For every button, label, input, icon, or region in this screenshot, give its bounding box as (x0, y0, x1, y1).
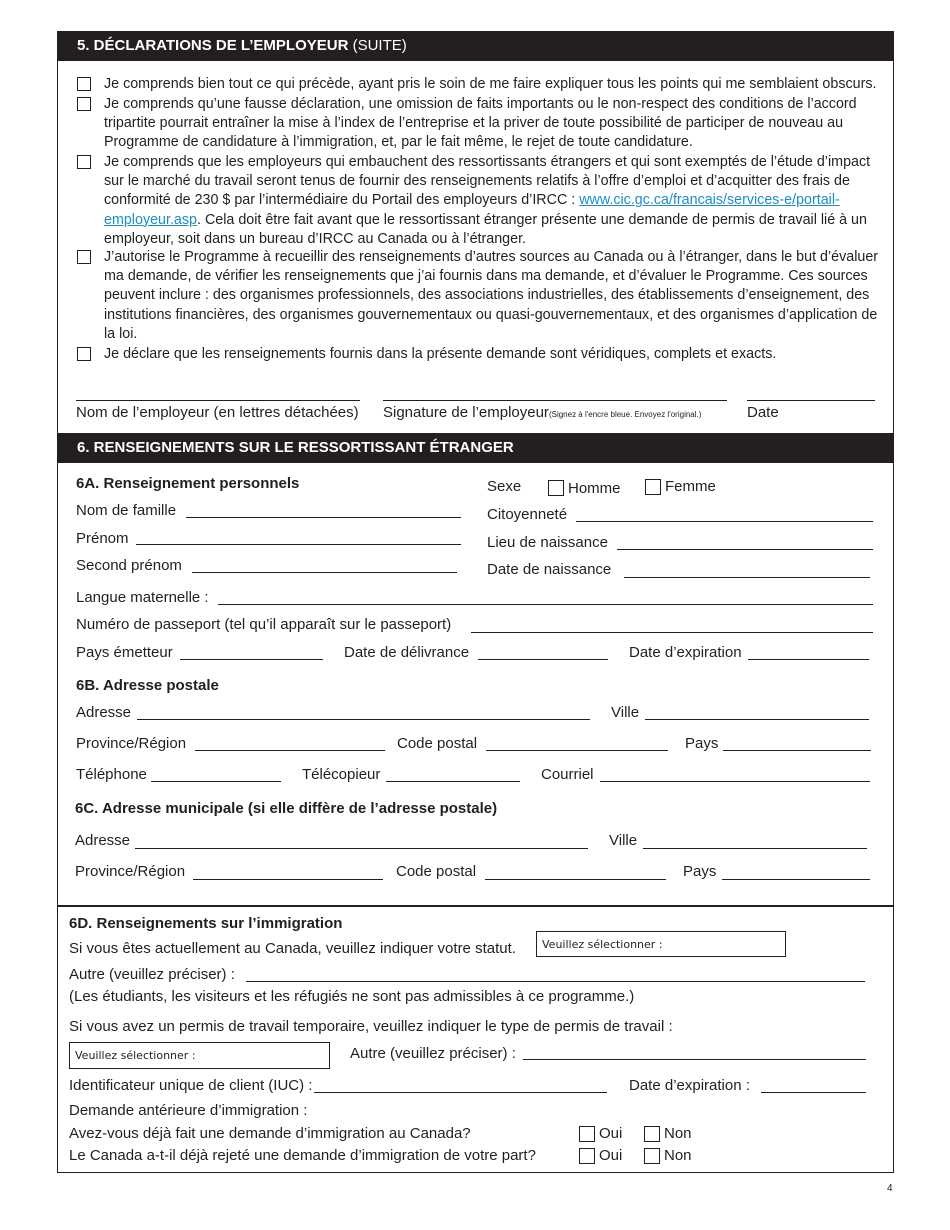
section6-title: 6. RENSEIGNEMENTS SUR LE RESSORTISSANT ÉTRANGER (77, 439, 514, 456)
telephone-field[interactable] (151, 781, 281, 782)
telecopieur-field[interactable] (386, 781, 520, 782)
admissibility-note: (Les étudiants, les visiteurs et les réfugiés ne sont pas admissibles à ce programme.) (69, 988, 635, 1005)
homme-checkbox[interactable] (548, 480, 564, 496)
declaration-text-3-part-1: Je comprends que les employeurs qui embauchent des ressortissants étrangers et qui sont exemptés de l’étude d’impact sur le marché du travail seront tenus de fournir des renseignements relatifs à l’offre d’emploi et d’acquitter des frais de conformité de 230 $ par l’intermédiaire du Portail des employeurs d’IRCC : (104, 154, 871, 209)
province-postale-label: Province/Région (76, 735, 187, 752)
declaration-checkbox-2[interactable] (77, 97, 91, 111)
sexe-label: Sexe (487, 478, 522, 495)
second-prenom-label: Second prénom (76, 557, 182, 574)
date-naissance-label: Date de naissance (487, 561, 612, 578)
section5-title-suffix: (SUITE) (348, 37, 407, 54)
nom-famille-field[interactable] (186, 517, 461, 518)
section6-header (57, 433, 894, 463)
telephone-label: Téléphone (76, 766, 147, 783)
autre-statut-field[interactable] (246, 981, 865, 982)
question-1-non-label: Non (664, 1125, 692, 1142)
section6a-heading: 6A. Renseignement personnels (76, 475, 300, 492)
code-postal-postale-label: Code postal (397, 735, 478, 752)
page-number: 4 (887, 1183, 893, 1194)
employer-portal-link[interactable]: www.cic.gc.ca/francais/services-e/portail-employeur.asp (104, 192, 840, 228)
second-prenom-field[interactable] (192, 572, 457, 573)
question-2-non-label: Non (664, 1147, 692, 1164)
pays-municipale-label: Pays (683, 863, 717, 880)
date-expiration-label: Date d’expiration (629, 644, 742, 661)
ville-postale-field[interactable] (645, 719, 869, 720)
autre-statut-label: Autre (veuillez préciser) : (69, 966, 235, 983)
province-postale-field[interactable] (195, 750, 385, 751)
langue-maternelle-label: Langue maternelle : (76, 589, 209, 606)
employer-signature-label (383, 404, 701, 421)
homme-label: Homme (568, 480, 621, 497)
question-2-non-checkbox[interactable] (644, 1148, 660, 1164)
date-delivrance-field[interactable] (478, 659, 608, 660)
courriel-field[interactable] (600, 781, 870, 782)
question-2-oui-label: Oui (599, 1147, 623, 1164)
prenom-field[interactable] (136, 544, 461, 545)
province-municipale-field[interactable] (193, 879, 383, 880)
code-postal-postale-field[interactable] (486, 750, 668, 751)
adresse-municipale-field[interactable] (135, 848, 588, 849)
section5-header (57, 31, 894, 61)
declaration-text-3-part-2: . Cela doit être fait avant que le ressortissant étranger présente une demande de permis de travail lié à un employeur, soit dans un bureau d’IRCC au Canada ou à l’étranger. (104, 211, 867, 247)
femme-checkbox[interactable] (645, 479, 661, 495)
question-1-non-checkbox[interactable] (644, 1126, 660, 1142)
prenom-label: Prénom (76, 530, 129, 547)
employer-name-line[interactable] (76, 400, 360, 401)
pays-postale-field[interactable] (723, 750, 871, 751)
statut-label: Si vous êtes actuellement au Canada, veuillez indiquer votre statut. (69, 940, 516, 957)
declaration-text-3 (104, 153, 879, 249)
ville-municipale-field[interactable] (643, 848, 867, 849)
question-2-label: Le Canada a-t-il déjà rejeté une demande d’immigration de votre part? (69, 1147, 536, 1164)
date-naissance-field[interactable] (624, 577, 870, 578)
question-1-oui-checkbox[interactable] (579, 1126, 595, 1142)
code-postal-municipale-label: Code postal (396, 863, 477, 880)
declaration-checkbox-3[interactable] (77, 155, 91, 169)
pays-emetteur-field[interactable] (180, 659, 323, 660)
iuc-date-expiration-field[interactable] (761, 1092, 866, 1093)
femme-label: Femme (665, 478, 716, 495)
passeport-field[interactable] (471, 632, 873, 633)
lieu-naissance-field[interactable] (617, 549, 873, 550)
employer-signature-text: Signature de l’employeur (383, 404, 549, 421)
adresse-postale-field[interactable] (137, 719, 590, 720)
demande-anterieure-label: Demande antérieure d’immigration : (69, 1102, 308, 1119)
declaration-checkbox-1[interactable] (77, 77, 91, 91)
question-1-oui-label: Oui (599, 1125, 623, 1142)
declaration-checkbox-5[interactable] (77, 347, 91, 361)
permis-select[interactable]: Veuillez sélectionner : (69, 1042, 330, 1069)
adresse-municipale-label: Adresse (75, 832, 131, 849)
section6c-heading: 6C. Adresse municipale (si elle diffère de l’adresse postale) (75, 800, 498, 817)
code-postal-municipale-field[interactable] (485, 879, 666, 880)
date-expiration-field[interactable] (748, 659, 869, 660)
iuc-date-expiration-label: Date d’expiration : (629, 1077, 750, 1094)
pays-municipale-field[interactable] (722, 879, 870, 880)
iuc-label: Identificateur unique de client (IUC) : (69, 1077, 313, 1094)
statut-select[interactable]: Veuillez sélectionner : (536, 931, 786, 957)
ville-municipale-label: Ville (609, 832, 638, 849)
signature-note: (Signez à l'encre bleue. Envoyez l'original.) (548, 410, 702, 419)
date-delivrance-label: Date de délivrance (344, 644, 470, 661)
section6d-heading: 6D. Renseignements sur l’immigration (69, 915, 343, 932)
nom-famille-label: Nom de famille (76, 502, 177, 519)
citoyennete-label: Citoyenneté (487, 506, 568, 523)
passeport-label: Numéro de passeport (tel qu’il apparaît sur le passeport) (76, 616, 452, 633)
pays-postale-label: Pays (685, 735, 719, 752)
section5-title: 5. DÉCLARATIONS DE L’EMPLOYEUR (77, 37, 349, 54)
employer-name-label: Nom de l’employeur (en lettres détachées) (76, 404, 359, 421)
declaration-text-4: J’autorise le Programme à recueillir des renseignements d’autres sources au Canada ou à l’étranger, dans le but d’évaluer ma demande, de vérifier les renseignements que j’ai fournis dans ma demande, et d’évaluer le Programme. Ces sources peuvent inclure : des organismes professionnels, des associations industrielles, des établissements d’enseignement, des institutions financières, des organismes gouvernementaux ou quasi-gouvernementaux, et des organismes d’application de la loi. (104, 249, 879, 342)
autre-permis-field[interactable] (523, 1059, 866, 1060)
permis-label: Si vous avez un permis de travail temporaire, veuillez indiquer le type de permis de travail : (69, 1018, 673, 1035)
question-1-label: Avez-vous déjà fait une demande d’immigration au Canada? (69, 1125, 471, 1142)
date-line[interactable] (747, 400, 875, 401)
langue-maternelle-field[interactable] (218, 604, 873, 605)
adresse-postale-label: Adresse (76, 704, 132, 721)
telecopieur-label: Télécopieur (302, 766, 381, 783)
ville-postale-label: Ville (611, 704, 640, 721)
autre-permis-label: Autre (veuillez préciser) : (350, 1045, 516, 1062)
question-2-oui-checkbox[interactable] (579, 1148, 595, 1164)
declaration-text-1: Je comprends bien tout ce qui précède, ayant pris le soin de me faire expliquer tous les points qui me semblaient obscurs. (104, 76, 877, 92)
declaration-checkbox-4[interactable] (77, 250, 91, 264)
lieu-naissance-label: Lieu de naissance (487, 534, 608, 551)
iuc-field[interactable] (314, 1092, 607, 1093)
citoyennete-field[interactable] (576, 521, 873, 522)
courriel-label: Courriel (541, 766, 594, 783)
section6b-heading: 6B. Adresse postale (76, 677, 219, 694)
section6-frame (57, 433, 894, 907)
employer-signature-line[interactable] (383, 400, 727, 401)
date-label: Date (747, 404, 779, 421)
declaration-text-2: Je comprends qu’une fausse déclaration, une omission de faits importants ou le non-respect des conditions de l’accord tripartite pourrait entraîner la mise à l’index de l’entreprise et la priver de toute possibilité de participer de nouveau au Programme de candidature à l’immigration, et, par le fait même, le rejet de toute candidature. (104, 96, 857, 151)
pays-emetteur-label: Pays émetteur (76, 644, 173, 661)
declaration-text-5: Je déclare que les renseignements fournis dans la présente demande sont véridiques, complets et exacts. (104, 346, 777, 362)
province-municipale-label: Province/Région (75, 863, 186, 880)
